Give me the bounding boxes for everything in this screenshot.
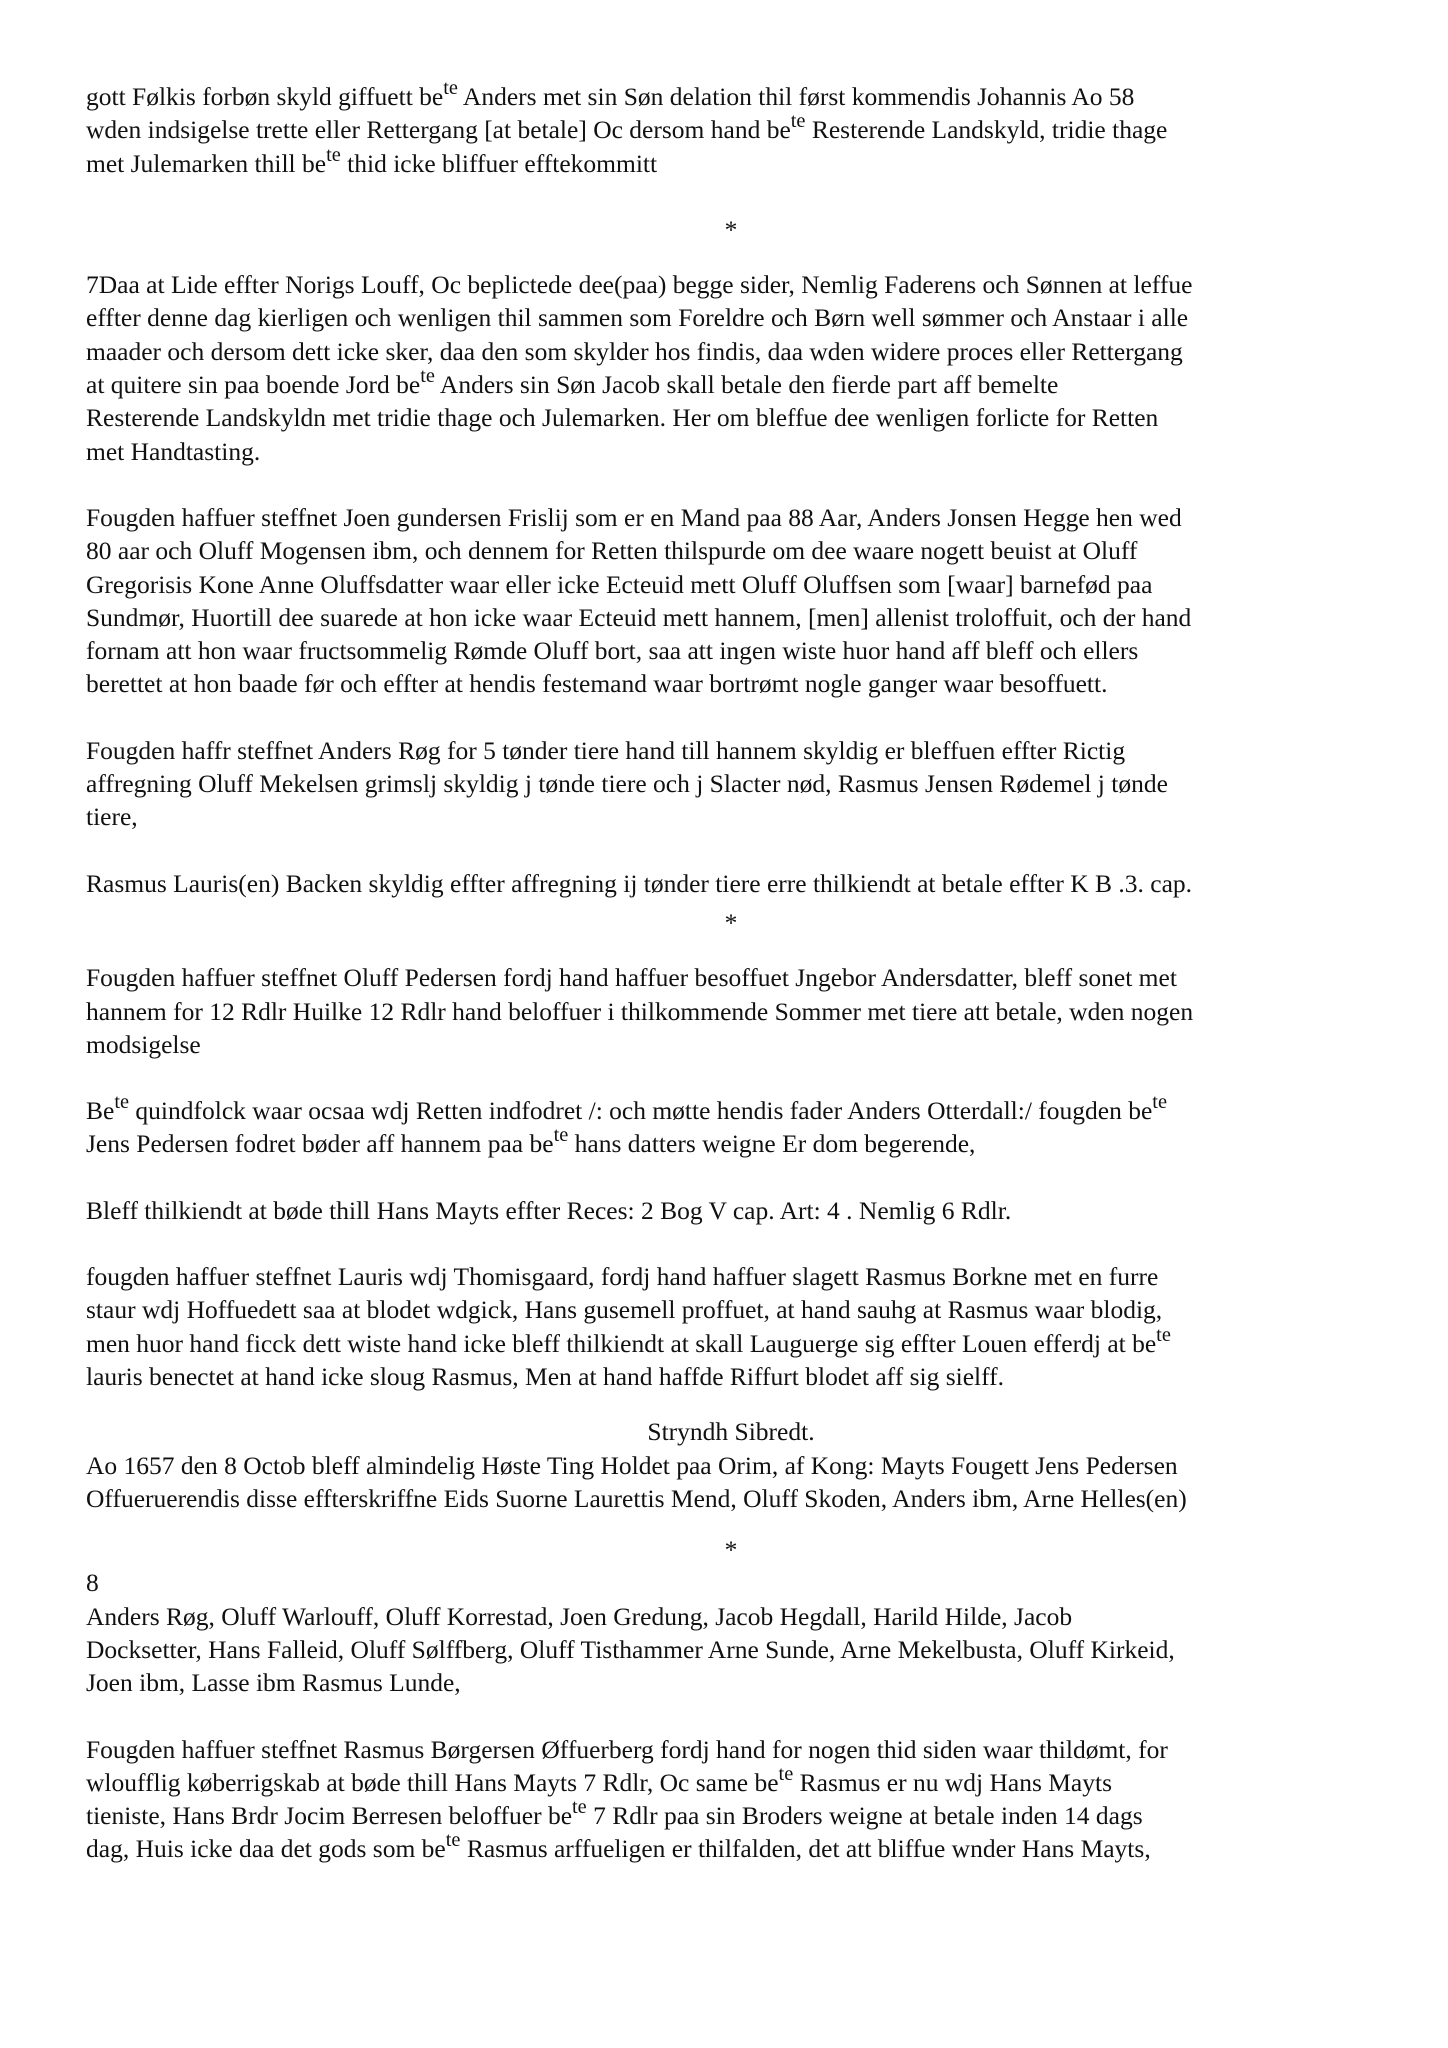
document-page: [86, 76, 1376, 1866]
text-line: wden indsigelse trette eller Rettergang [at betale] Oc dersom hand $be^{te}$ Resterende Landskyld, tridie thage: [86, 110, 1168, 145]
text-line: Offueruerendis disse effterskriffne Eids Suorne Laurettis Mend, Oluff Skoden, Anders ibm, Arne Helles(en): [86, 1483, 1187, 1513]
superscript: te: [553, 1124, 569, 1147]
text-line: Fougden haffuer steffnet Joen gundersen Frislij som er en Mand paa 88 Aar, Anders Jonsen Hegge hen wed: [86, 502, 1182, 532]
paragraph-8: [86, 1194, 1376, 1227]
text-line: lauris benectet at hand icke sloug Rasmus, Men at hand haffde Riffurt blodet aff sig sielff.: [86, 1361, 1005, 1391]
paragraph-6: [86, 961, 1376, 1061]
text-line: Fougden haffr steffnet Anders Røg for 5 tønder tiere hand till hannem skyldig er bleffuen effter Rictig: [86, 735, 1126, 765]
text-line: Joen ibm, Lasse ibm Rasmus Lunde,: [86, 1668, 461, 1698]
text-line: affregning Oluff Mekelsen grimslj skyldig j tønde tiere och j Slacter nød, Rasmus Jensen Rødemel j tønde: [86, 769, 1168, 799]
text-line: Ao 1657 den 8 Octob bleff almindelig Høste Ting Holdet paa Orim, af Kong: Mayts Fougett Jens Pedersen: [86, 1450, 1178, 1480]
text-line: tieniste, Hans Brdr Jocim Berresen beloffuer $be^{te}$ 7 Rdlr paa sin Broders weigne at betale inden 14 dags: [86, 1795, 1143, 1831]
text-line: met Julemarken thill $be^{te}$ thid icke bliffuer efftekommitt: [86, 143, 658, 178]
text-line: Fougden haffuer steffnet Oluff Pedersen fordj hand haffuer besoffuet Jngebor Andersdatter, bleff sonet met: [86, 963, 1177, 993]
text-line: Gregorisis Kone Anne Oluffsdatter waar eller icke Ecteuid mett Oluff Oluffsen som [waar] barnefød paa: [86, 569, 1153, 599]
paragraph-2: [86, 268, 1376, 468]
superscript: te: [420, 364, 435, 387]
superscript: te: [114, 1090, 130, 1113]
text-line: wloufflig køberrigskab at bøde thill Hans Mayts 7 Rdlr, Oc same $be^{te}$ Rasmus er nu wdj Hans Mayts: [86, 1762, 1112, 1797]
text-line: 7Daa at Lide effter Norigs Louff, Oc beplictede dee(paa) begge sider, Nemlig Faderens och Sønnen at leffue: [86, 270, 1193, 300]
text-line: Jens Pedersen fodret bøder aff hannem paa $be^{te}$ hans datters weigne Er dom begerende,: [86, 1124, 976, 1159]
paragraph-3: [86, 501, 1376, 701]
text-line: Fougden haffuer steffnet Rasmus Børgersen Øffuerberg fordj hand for nogen thid siden waar thildømt, for: [86, 1734, 1168, 1764]
text-line: dag, Huis icke daa det gods som $be^{te}$ Rasmus arffueligen er thilfalden, det att bliffue wnder Hans Mayts,: [86, 1829, 1151, 1864]
text-line: $Be^{te}$ quindfolck waar ocsaa wdj Retten indfodret /: och møtte hendis fader Anders Otterdall:/ fougden $be^{te}$: [86, 1090, 1168, 1126]
paragraph-1: [86, 76, 1376, 180]
text-line: men huor hand ficck dett wiste hand icke bleff thilkiendt at skall Lauguerge sig effter Louen efferdj at $be^{te}$: [86, 1323, 1171, 1358]
paragraph-9: [86, 1260, 1376, 1393]
superscript: te: [790, 110, 806, 133]
section-separator: *: [724, 907, 738, 937]
text-line: tiere,: [86, 802, 138, 832]
section-separator: *: [724, 1535, 738, 1565]
text-line: Anders Røg, Oluff Warlouff, Oluff Korrestad, Joen Gredung, Jacob Hegdall, Harild Hilde, Jacob: [86, 1601, 1073, 1631]
text-line: 80 aar och Oluff Mogensen ibm, och dennem for Retten thilspurde om dee waare nogett beuist at Oluff: [86, 536, 1138, 566]
paragraph-10: [86, 1449, 1376, 1516]
text-line: Sundmør, Huortill dee suarede at hon icke waar Ecteuid mett hannem, [men] allenist troloffuit, och der hand: [86, 602, 1192, 632]
text-line: fornam att hon waar fructsommelig Rømde Oluff bort, saa att ingen wiste huor hand aff bleff och ellers: [86, 636, 1139, 666]
section-separator: *: [724, 214, 738, 244]
text-line: Bleff thilkiendt at bøde thill Hans Mayts effter Reces: 2 Bog V cap. Art: 4 . Nemlig 6 Rdlr.: [86, 1195, 1012, 1225]
text-line: Docksetter, Hans Falleid, Oluff Sølffberg, Oluff Tisthammer Arne Sunde, Arne Mekelbusta, Oluff Kirkeid,: [86, 1634, 1175, 1664]
paragraph-7: [86, 1090, 1376, 1161]
superscript: te: [572, 1795, 587, 1818]
paragraph-5: [86, 867, 1376, 900]
text-line: at quitere sin paa boende Jord $be^{te}$ Anders sin Søn Jacob skall betale den fierde part aff bemelte: [86, 364, 1059, 400]
superscript: te: [326, 143, 341, 166]
paragraph-4: [86, 734, 1376, 834]
text-line: staur wdj Hoffuedett saa at blodet wdgick, Hans gusemell proffuet, at hand sauhg at Rasmus waar blodig,: [86, 1295, 1163, 1325]
superscript: te: [1152, 1090, 1168, 1113]
text-line: hannem for 12 Rdlr Huilke 12 Rdlr hand beloffuer i thilkommende Sommer met tiere att betale, wden nogen: [86, 996, 1194, 1026]
text-line: effter denne dag kierligen och wenligen thil sammen som Foreldre och Børn well sømmer och Anstaar i alle: [86, 303, 1189, 333]
superscript: te: [445, 1829, 461, 1852]
text-line: gott Følkis forbøn skyld giffuett $be^{te}$ Anders met sin Søn delation thil først kommendis Johannis Ao 58: [86, 76, 1135, 111]
paragraph-11: [86, 1600, 1376, 1700]
text-line: met Handtasting.: [86, 436, 261, 466]
text-line: Rasmus Lauris(en) Backen skyldig effter affregning ij tønder tiere erre thilkiendt at betale effter K B .3. cap.: [86, 868, 1193, 898]
text-line: maader och dersom dett icke sker, daa den som skylder hos findis, daa wden widere proces eller Rettergang: [86, 336, 1183, 366]
text-line: modsigelse: [86, 1029, 201, 1059]
superscript: te: [1156, 1323, 1171, 1346]
page-number: 8: [86, 1568, 99, 1598]
section-heading: Stryndh Sibredt.: [647, 1417, 815, 1447]
paragraph-12: [86, 1733, 1376, 1866]
text-line: fougden haffuer steffnet Lauris wdj Thomisgaard, fordj hand haffuer slagett Rasmus Borkne met en furre: [86, 1262, 1159, 1292]
text-line: Resterende Landskyldn met tridie thage och Julemarken. Her om bleffue dee wenligen forlicte for Retten: [86, 403, 1159, 433]
superscript: te: [443, 76, 458, 99]
text-line: berettet at hon baade før och effter at hendis festemand waar bortrømt nogle ganger waar besoffuett.: [86, 669, 1108, 699]
superscript: te: [778, 1762, 794, 1785]
